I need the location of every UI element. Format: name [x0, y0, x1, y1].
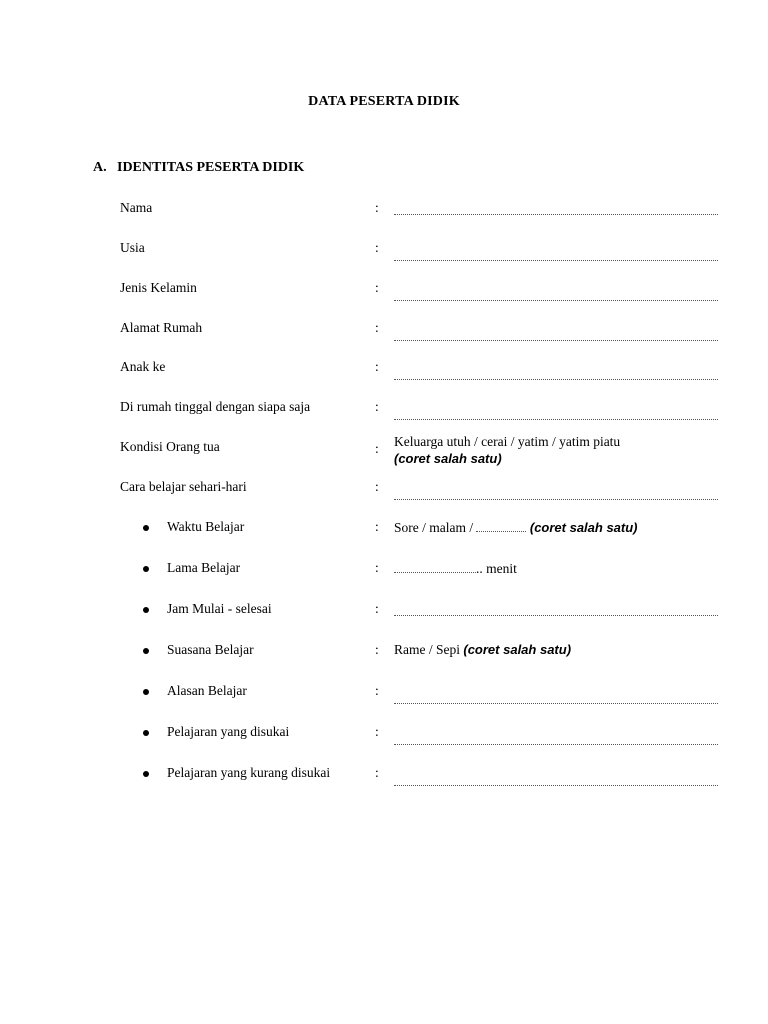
fill-line-lama[interactable]: [394, 560, 517, 577]
field-row-tinggal: [0, 399, 768, 439]
colon: :: [375, 441, 379, 456]
field-label-tinggal: Di rumah tinggal dengan siapa saja: [120, 399, 311, 414]
field-label-alamat: Alamat Rumah: [120, 320, 203, 335]
fill-line-nama[interactable]: [394, 200, 718, 219]
kondisi-options-block: [394, 433, 620, 467]
fill-line-tinggal[interactable]: [394, 405, 718, 424]
field-row-anak-ke: [0, 359, 768, 399]
subfield-row-suasana: [0, 642, 768, 682]
field-label-usia: Usia: [120, 240, 145, 255]
colon: :: [375, 683, 379, 698]
bullet-icon: [143, 730, 149, 736]
field-label-kondisi: Kondisi Orang tua: [120, 439, 220, 454]
subfield-label-waktu: Waktu Belajar: [167, 519, 245, 534]
subfield-label-jam: Jam Mulai - selesai: [167, 601, 272, 616]
page-title: DATA PESERTA DIDIK: [308, 94, 460, 109]
field-label-nama: Nama: [120, 200, 153, 215]
subfield-row-waktu: [0, 519, 768, 559]
colon: :: [375, 280, 379, 295]
section-letter: A.: [93, 160, 107, 175]
suasana-options[interactable]: Rame / Sepi (coret salah satu): [394, 642, 572, 657]
bullet-icon: [143, 607, 149, 613]
fill-line-cara-belajar[interactable]: [394, 485, 718, 504]
fill-line-jenis-kelamin[interactable]: [394, 286, 718, 305]
subfield-label-lama: Lama Belajar: [167, 560, 241, 575]
waktu-note: (coret salah satu): [529, 520, 638, 535]
bullet-icon: [143, 689, 149, 695]
section-title: IDENTITAS PESERTA DIDIK: [117, 160, 305, 175]
fill-line-kurang-disukai[interactable]: [394, 771, 718, 790]
subfield-row-lama: [0, 560, 768, 600]
fill-line-alasan[interactable]: [394, 689, 718, 708]
kondisi-options[interactable]: Keluarga utuh / cerai / yatim / yatim piatu: [394, 434, 621, 449]
colon: :: [375, 399, 379, 414]
field-row-alamat: [0, 320, 768, 360]
suasana-note: (coret salah satu): [463, 642, 572, 657]
subfield-label-kurang-disukai: Pelajaran yang kurang disukai: [167, 765, 331, 780]
colon: :: [375, 765, 379, 780]
colon: :: [375, 560, 379, 575]
bullet-icon: [143, 566, 149, 572]
subfield-label-alasan: Alasan Belajar: [167, 683, 247, 698]
subfield-label-suasana: Suasana Belajar: [167, 642, 254, 657]
colon: :: [375, 200, 379, 215]
section-heading: [93, 160, 304, 176]
field-label-jenis-kelamin: Jenis Kelamin: [120, 280, 197, 295]
field-row-nama: [0, 200, 768, 240]
bullet-icon: [143, 525, 149, 531]
colon: :: [375, 320, 379, 335]
subfield-row-kurang-disukai: [0, 765, 768, 805]
subfield-row-alasan: [0, 683, 768, 723]
field-row-jenis-kelamin: [0, 280, 768, 320]
field-row-cara-belajar: [0, 479, 768, 519]
colon: :: [375, 519, 379, 534]
subfield-row-disukai: [0, 724, 768, 764]
field-label-cara-belajar: Cara belajar sehari-hari: [120, 479, 247, 494]
bullet-icon: [143, 648, 149, 654]
colon: :: [375, 724, 379, 739]
waktu-options[interactable]: Sore / malam / (coret salah satu): [394, 520, 638, 535]
fill-line-jam[interactable]: [394, 601, 718, 620]
subfield-label-disukai: Pelajaran yang disukai: [167, 724, 290, 739]
fill-line-alamat[interactable]: [394, 326, 718, 345]
field-row-kondisi: [0, 434, 768, 479]
colon: :: [375, 240, 379, 255]
field-row-usia: [0, 240, 768, 280]
colon: :: [375, 642, 379, 657]
kondisi-note: (coret salah satu): [394, 451, 502, 466]
lama-suffix: .. menit: [476, 561, 517, 576]
bullet-icon: [143, 771, 149, 777]
fill-line-disukai[interactable]: [394, 730, 718, 749]
colon: :: [375, 601, 379, 616]
field-label-anak-ke: Anak ke: [120, 359, 166, 374]
fill-line-usia[interactable]: [394, 246, 718, 265]
subfield-row-jam: [0, 601, 768, 641]
colon: :: [375, 479, 379, 494]
fill-line-anak-ke[interactable]: [394, 365, 718, 384]
colon: :: [375, 359, 379, 374]
